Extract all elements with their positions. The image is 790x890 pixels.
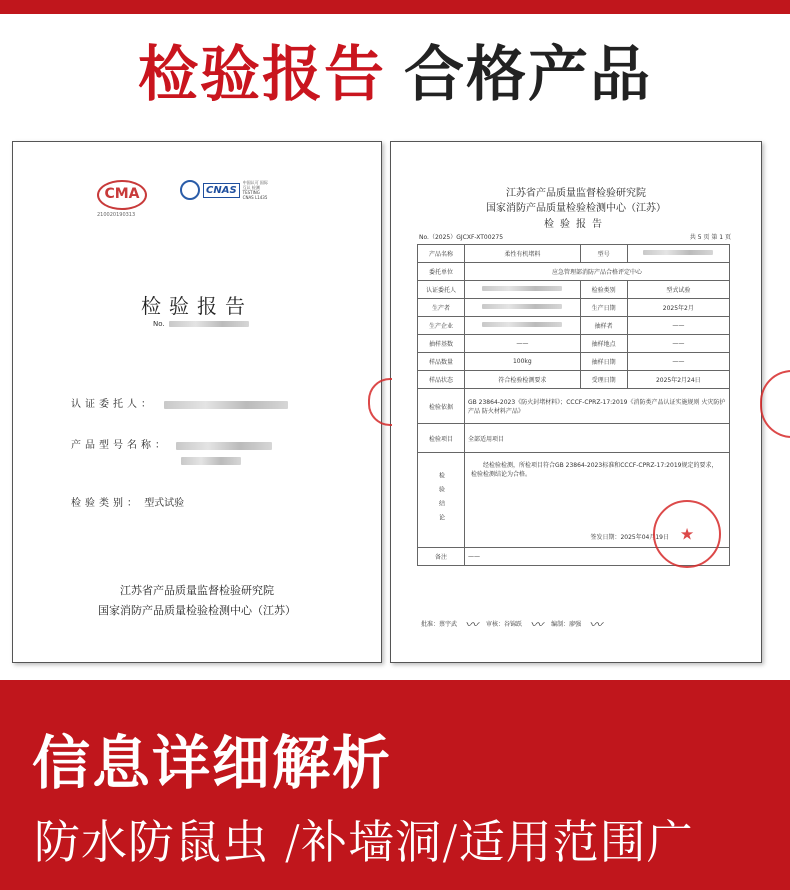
redacted-report-no bbox=[169, 321, 249, 327]
cell-items-value: 全部适用项目 bbox=[465, 424, 730, 453]
cell-sample-place-label: 抽样地点 bbox=[580, 335, 627, 353]
test-type-label: 检验类别： bbox=[71, 498, 141, 509]
headline-red: 检验报告 bbox=[138, 40, 386, 110]
redacted-enterprise bbox=[482, 322, 562, 327]
cover-client-field bbox=[71, 395, 288, 410]
cell-receive-date-value: 2025年2月24日 bbox=[627, 371, 729, 389]
red-seal-icon bbox=[653, 500, 721, 568]
cell-sample-date-value: —— bbox=[627, 353, 729, 371]
cnas-text: 中国认可 国际互认 检测 TESTING CNAS L1435 bbox=[242, 180, 268, 200]
cell-producer-label: 生产者 bbox=[418, 299, 465, 317]
cell-sample-base-value: —— bbox=[465, 335, 581, 353]
cell-sample-base-label: 抽样基数 bbox=[418, 335, 465, 353]
approver-signature: 〰 bbox=[465, 618, 479, 633]
cell-prod-date-value: 2025年2月 bbox=[627, 299, 729, 317]
client-label: 认证委托人： bbox=[71, 399, 155, 410]
cell-sample-state-value: 符合检验检测要求 bbox=[465, 371, 581, 389]
reviewer-signature: 〰 bbox=[530, 618, 544, 633]
table-row bbox=[418, 317, 730, 335]
table-row bbox=[418, 299, 730, 317]
banner-title: 信息详细解析 bbox=[32, 729, 393, 797]
table-row bbox=[418, 281, 730, 299]
cell-enterprise-value bbox=[465, 317, 581, 335]
cell-basis-label: 检验依据 bbox=[418, 389, 465, 424]
bottom-banner bbox=[0, 680, 790, 890]
cell-sample-qty-value: 100kg bbox=[465, 353, 581, 371]
issue-date: 签发日期：2025年04月19日 bbox=[590, 534, 669, 541]
model-label: 产品型号名称： bbox=[71, 440, 169, 451]
table-row bbox=[418, 389, 730, 424]
table-row bbox=[418, 335, 730, 353]
cell-producer-value bbox=[465, 299, 581, 317]
reviewer-label: 审核：谷锦跃 bbox=[486, 621, 523, 628]
approver-label: 批准：蔡宇武 bbox=[421, 621, 458, 628]
redacted-client bbox=[164, 401, 288, 409]
test-type-value: 型式试验 bbox=[144, 498, 185, 509]
table-row bbox=[418, 371, 730, 389]
cell-cert-client-value bbox=[465, 281, 581, 299]
headline-dark: 合格产品 bbox=[404, 40, 652, 110]
detail-title-line3: 检验报告 bbox=[544, 219, 608, 230]
cell-sample-state-label: 样品状态 bbox=[418, 371, 465, 389]
cma-code: 210020190313 bbox=[97, 212, 136, 218]
cnas-badge: CNAS bbox=[203, 183, 240, 198]
cell-client-unit-label: 委托单位 bbox=[418, 263, 465, 281]
redacted-model-2 bbox=[181, 457, 241, 465]
detail-title-line2: 国家消防产品质量检验检测中心（江苏） bbox=[486, 203, 666, 214]
cell-receive-date-label: 受理日期 bbox=[580, 371, 627, 389]
cma-logo-icon: CMA bbox=[97, 180, 147, 210]
cell-sample-date-label: 抽样日期 bbox=[580, 353, 627, 371]
cell-sampler-value: —— bbox=[627, 317, 729, 335]
page-headline bbox=[0, 40, 790, 110]
cell-cert-client-label: 认证委托人 bbox=[418, 281, 465, 299]
top-accent-bar bbox=[0, 0, 790, 14]
cover-report-no bbox=[153, 320, 249, 328]
cover-title: 检验报告 bbox=[141, 294, 253, 318]
cnas-globe-icon bbox=[180, 180, 200, 200]
table-row bbox=[418, 353, 730, 371]
cell-sampler-label: 抽样者 bbox=[580, 317, 627, 335]
signature-row bbox=[421, 614, 741, 633]
detail-title-line1: 江苏省产品质量监督检验研究院 bbox=[506, 188, 646, 199]
cell-client-unit-value: 应急管理部消防产品合格评定中心 bbox=[465, 263, 730, 281]
red-seal-icon bbox=[760, 370, 790, 438]
table-row bbox=[418, 245, 730, 263]
banner-subtitle: 防水防鼠虫 /补墙洞/适用范围广 bbox=[34, 815, 694, 869]
cell-items-label: 检验项目 bbox=[418, 424, 465, 453]
table-row bbox=[418, 424, 730, 453]
cover-model-field bbox=[71, 436, 272, 468]
detail-page-info: 共 5 页 第 1 页 bbox=[689, 234, 731, 241]
seal-star-icon: ★ bbox=[679, 524, 695, 544]
cell-sample-place-value: —— bbox=[627, 335, 729, 353]
cell-sample-qty-label: 样品数量 bbox=[418, 353, 465, 371]
report-cover-page bbox=[12, 141, 382, 663]
redacted-model-value bbox=[643, 250, 713, 255]
cell-model-value bbox=[627, 245, 729, 263]
issuer-line1: 江苏省产品质量监督检验研究院 bbox=[120, 584, 274, 597]
redacted-cert-client bbox=[482, 286, 562, 291]
conclusion-text: 经检验检测，所检项目符合GB 23864-2023标准和CCCF-CPRZ-17:2019规定的要求，检验检测结论为合格。 bbox=[471, 462, 718, 478]
cell-prod-date-label: 生产日期 bbox=[580, 299, 627, 317]
cell-basis-value: GB 23864-2023《防火封堵材料》；CCCF-CPRZ-17:2019《消防类产品认证实施规则 火灾防护产品 防火材料产品》 bbox=[465, 389, 730, 424]
cell-conclusion-label: 检验结论 bbox=[418, 453, 465, 548]
cell-model-label: 型号 bbox=[580, 245, 627, 263]
issuer-line2: 国家消防产品质量检验检测中心（江苏） bbox=[98, 604, 296, 617]
cell-test-type-label: 检验类别 bbox=[580, 281, 627, 299]
table-row bbox=[418, 263, 730, 281]
cell-enterprise-label: 生产企业 bbox=[418, 317, 465, 335]
cell-product-name-value: 柔性有机堵料 bbox=[465, 245, 581, 263]
cell-product-name-label: 产品名称 bbox=[418, 245, 465, 263]
cell-test-type-value: 型式试验 bbox=[627, 281, 729, 299]
redacted-model bbox=[176, 442, 272, 450]
editor-signature: 〰 bbox=[589, 618, 603, 633]
cover-test-type-field bbox=[71, 494, 184, 509]
cnas-logo bbox=[180, 180, 269, 200]
cell-remarks-label: 备注 bbox=[418, 548, 465, 566]
detail-report-no: No.（2025）GJCXF-XT00275 bbox=[419, 234, 504, 241]
cell-remarks-value: —— bbox=[465, 548, 730, 566]
report-no-prefix: No. bbox=[153, 320, 165, 328]
report-detail-page bbox=[390, 141, 762, 663]
editor-label: 编制：廖强 bbox=[551, 621, 582, 628]
redacted-producer bbox=[482, 304, 562, 309]
